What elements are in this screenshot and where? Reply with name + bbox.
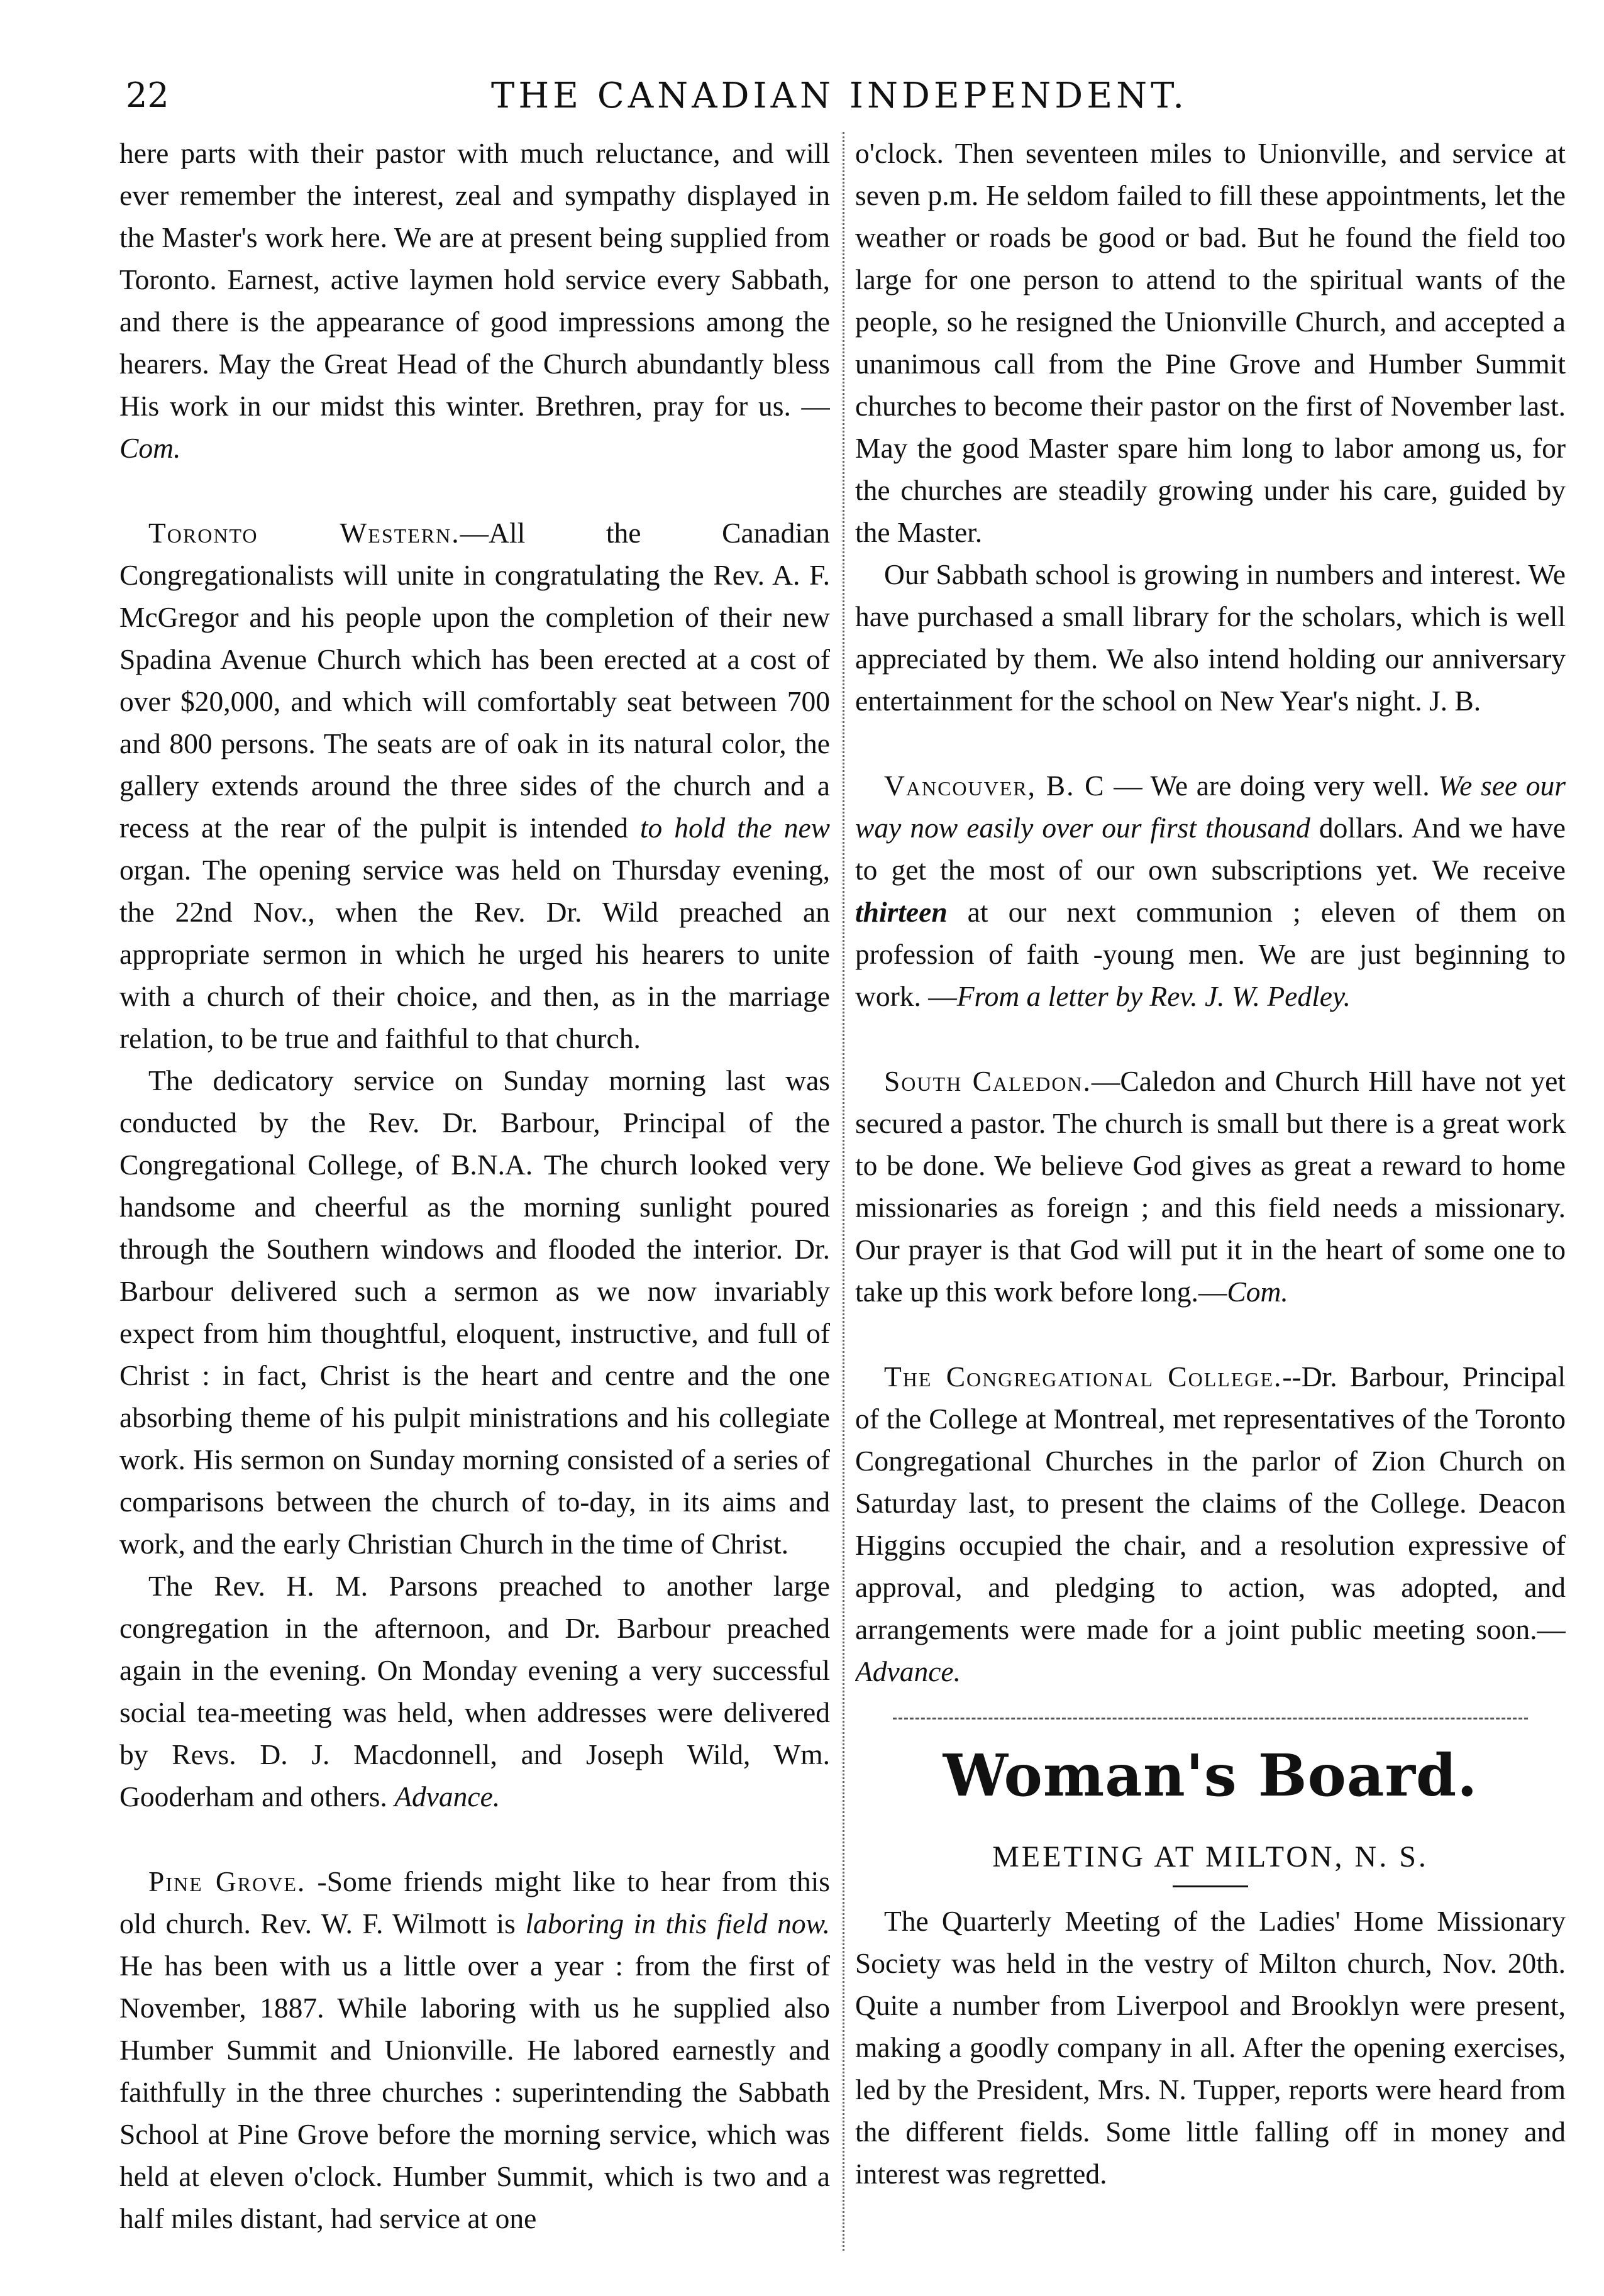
- article-vancouver-text-b: dollars. And we have to get the most of our own subscriptions yet. We receive: [855, 812, 1566, 886]
- meeting-subheading: MEETING AT MILTON, N. S.: [992, 1840, 1429, 1874]
- subheading-rule: [1173, 1885, 1248, 1887]
- article-continued-text: here parts with their pastor with much reluctance, and will ever remember the interest, zeal and sympathy displayed in the Master's work here. We are at present being supplied from Toronto. Earnest, active laymen hold service every Sabbath, and there is the appearance of good impressions among the hearers. May the Great Head of the Church abundantly bless His work in our midst this winter. Brethren, pray for us. —: [119, 137, 830, 422]
- article-south-caledon: [855, 1060, 1566, 1313]
- article-pine-grove-text-b: He has been with us a little over a year : from the first of November, 1887. While laboring with us he supplied also Humber Summit and Unionville. He labored earnestly and faithfully in the three churches : superintending the Sabbath School at Pine Grove before the morning service, which was held at eleven o'clock. Humber Summit, which is two and a half miles distant, had service at one: [119, 1950, 830, 2234]
- article-toronto-western-italic: to hold the new: [639, 812, 830, 844]
- article-continued: [119, 132, 830, 469]
- column-divider: [843, 132, 844, 2251]
- section-separator: [893, 1718, 1528, 1722]
- article-toronto-western: [119, 512, 830, 1059]
- masthead-title: THE CANADIAN INDEPENDENT.: [490, 75, 1188, 116]
- article-pine-grove: [119, 1860, 830, 2239]
- article-quarterly-meeting: The Quarterly Meeting of the Ladies' Home Missionary Society was held in the vestry of Milton church, Nov. 20th. Quite a number from Liverpool and Brooklyn were present, making a goodly company in all. After the opening exercises, led by the President, Mrs. N. Tupper, reports were heard from the different fields. Some little falling off in money and interest was regretted.: [855, 1905, 1566, 2190]
- article-pine-grove-text-a: -Some friends might like to hear from this old church. Rev. W. F. Wilmott is: [119, 1865, 830, 1940]
- article-sabbath-school: Our Sabbath school is growing in numbers and interest. We have purchased a small library for the scholars, which is well appreciated by them. We also intend holding our anniversary entertainment for the school on New Year's night. J. B.: [855, 558, 1566, 717]
- article-continued-signature: Com.: [119, 432, 181, 464]
- right-column: [855, 132, 1566, 2257]
- article-congregational-college-signature: Advance.: [855, 1655, 961, 1687]
- article-south-caledon-heading: South Caledon.: [884, 1065, 1092, 1097]
- article-vancouver: [855, 764, 1566, 1017]
- article-vancouver-signature: From a letter by Rev. J. W. Pedley.: [956, 980, 1351, 1012]
- article-toronto-western-text-b: organ. The opening service was held on Thursday evening, the 22nd Nov., when the Rev. Dr. Wild preached an appropriate sermon in which he urged his hearers to unite with a church of their choice, and then, as in the marriage relation, to be true and faithful to that church.: [119, 854, 830, 1054]
- article-parsons-text: The Rev. H. M. Parsons preached to another large congregation in the afternoon, and Dr. Barbour preached again in the evening. On Monday evening a very successful social tea-meeting was held, when addresses were delivered by Revs. D. J. Macdonnell, and Joseph Wild, Wm. Gooderham and others.: [119, 1570, 830, 1813]
- section-title-womans-board: Woman's Board.: [943, 1741, 1478, 1809]
- article-congregational-college-text: --Dr. Barbour, Principal of the College at Montreal, met representatives of the Toronto Congregational Churches in the parlor of Zion Church on Saturday last, to present the claims of the College. Deacon Higgins occupied the chair, and a resolution expressive of approval, and pledging to action, was adopted, and arrangements were made for a joint public meeting soon.—: [855, 1360, 1566, 1645]
- article-south-caledon-text: —Caledon and Church Hill have not yet secured a pastor. The church is small but there is a great work to be done. We believe God gives as great a reward to home missionaries as foreign ; and this field needs a missionary. Our prayer is that God will put it in the heart of some one to take up this work before long.—: [855, 1065, 1566, 1308]
- article-pine-grove-continued: o'clock. Then seventeen miles to Unionville, and service at seven p.m. He seldom failed to fill these appointments, let the weather or roads be good or bad. But he found the field too large for one person to attend to the spiritual wants of the people, so he resigned the Unionville Church, and accepted a unanimous call from the Pine Grove and Humber Summit churches to become their pastor on the first of November last. May the good Master spare him long to labor among us, for the churches are steadily growing under his care, guided by the Master.: [855, 137, 1566, 548]
- article-vancouver-text-c: at our next communion ; eleven of them on profession of faith -young men. We are just beginning to work. —: [855, 896, 1566, 1012]
- article-south-caledon-signature: Com.: [1227, 1276, 1288, 1308]
- article-toronto-western-text-a: —All the Canadian Congregationalists will unite in congratulating the Rev. A. F. McGregor and his people upon the completion of their new Spadina Avenue Church which has been erected at a cost of over $20,000, and which will comfortably seat between 700 and 800 persons. The seats are of oak in its natural color, the gallery extends around the three sides of the church and a recess at the rear of the pulpit is intended: [119, 517, 830, 844]
- article-vancouver-heading: Vancouver, B. C: [884, 770, 1105, 802]
- left-column: [119, 132, 830, 2257]
- article-parsons: [119, 1565, 830, 1818]
- article-vancouver-emphasis: thirteen: [855, 896, 948, 928]
- page-header: [119, 75, 1559, 138]
- article-congregational-college-heading: The Congregational College.: [884, 1360, 1283, 1393]
- article-congregational-college: [855, 1355, 1566, 1692]
- page-number: 22: [126, 75, 169, 115]
- article-vancouver-text-a: — We are doing very well.: [1105, 770, 1439, 802]
- article-pine-grove-italic: laboring in this field now.: [525, 1907, 830, 1940]
- article-pine-grove-heading: Pine Grove.: [148, 1865, 306, 1897]
- article-parsons-signature: Advance.: [394, 1780, 501, 1813]
- article-toronto-western-heading: Toronto Western.: [148, 517, 460, 549]
- article-dedicatory-service: The dedicatory service on Sunday morning last was conducted by the Rev. Dr. Barbour, Principal of the Congregational College, of B.N.A. The church looked very handsome and cheerful as the morning sunlight poured through the Southern windows and flooded the interior. Dr. Barbour delivered such a sermon as we now invariably expect from him thoughtful, eloquent, instructive, and full of Christ : in fact, Christ is the heart and centre and the one absorbing theme of his pulpit ministrations and his collegiate work. His sermon on Sunday morning consisted of a series of comparisons between the church of to-day, in its aims and work, and the early Christian Church in the time of Christ.: [119, 1064, 830, 1560]
- article-vancouver-italic: We see our way now easily over our first thousand: [855, 770, 1566, 844]
